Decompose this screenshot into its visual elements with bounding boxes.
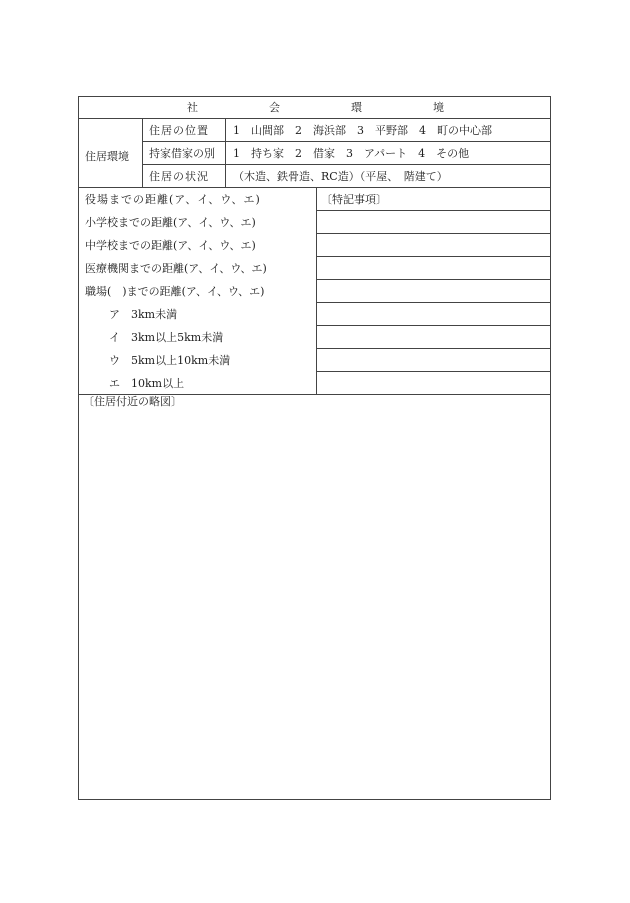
notes-line <box>316 279 550 280</box>
notes-line <box>316 302 550 303</box>
env-row-value: （木造、鉄骨造、RC造）（平屋、 階建て） <box>233 170 448 183</box>
divider <box>142 118 143 187</box>
notes-line <box>316 233 550 234</box>
legend-text: 3km未満 <box>131 308 178 321</box>
env-group-label: 住居環境 <box>85 150 129 163</box>
legend-key: エ <box>109 377 120 390</box>
legend-text: 10km以上 <box>131 377 185 390</box>
legend-key: イ <box>109 331 120 344</box>
distance-item: 小学校までの距離(ア、イ、ウ、エ) <box>85 216 256 229</box>
notes-line <box>316 325 550 326</box>
distance-item: 役場までの距離(ア、イ、ウ、エ) <box>85 193 261 206</box>
section-title <box>79 101 550 115</box>
divider <box>225 118 226 187</box>
notes-line <box>316 371 550 372</box>
divider <box>142 164 550 165</box>
social-environment-form <box>78 96 551 800</box>
divider <box>142 141 550 142</box>
env-row-value: 1 山間部 2 海浜部 3 平野部 4 町の中心部 <box>233 124 492 137</box>
distance-item: 中学校までの距離(ア、イ、ウ、エ) <box>85 239 256 252</box>
divider <box>79 187 550 188</box>
title-char: 環 <box>351 101 362 114</box>
env-row-value: 1 持ち家 2 借家 3 アパート 4 その他 <box>233 147 470 160</box>
divider <box>316 187 317 394</box>
env-row-label: 住居の位置 <box>149 124 209 137</box>
legend-key: ウ <box>109 354 120 367</box>
env-row-label: 持家借家の別 <box>149 147 215 160</box>
divider <box>79 118 550 119</box>
title-char: 境 <box>433 101 444 114</box>
distance-item: 職場( )までの距離(ア、イ、ウ、エ) <box>85 285 265 298</box>
legend-text: 3km以上5km未満 <box>131 331 224 344</box>
notes-line <box>316 210 550 211</box>
notes-line <box>316 348 550 349</box>
notes-label: 〔特記事項〕 <box>321 193 387 206</box>
map-sketch-area[interactable] <box>79 410 550 799</box>
title-char: 社 <box>187 101 198 114</box>
env-row-label: 住居の状況 <box>149 170 209 183</box>
distance-item: 医療機関までの距離(ア、イ、ウ、エ) <box>85 262 267 275</box>
legend-key: ア <box>109 308 120 321</box>
notes-line <box>316 256 550 257</box>
map-label: 〔住居付近の略図〕 <box>83 395 182 408</box>
title-char: 会 <box>269 101 280 114</box>
legend-text: 5km以上10km未満 <box>131 354 231 367</box>
